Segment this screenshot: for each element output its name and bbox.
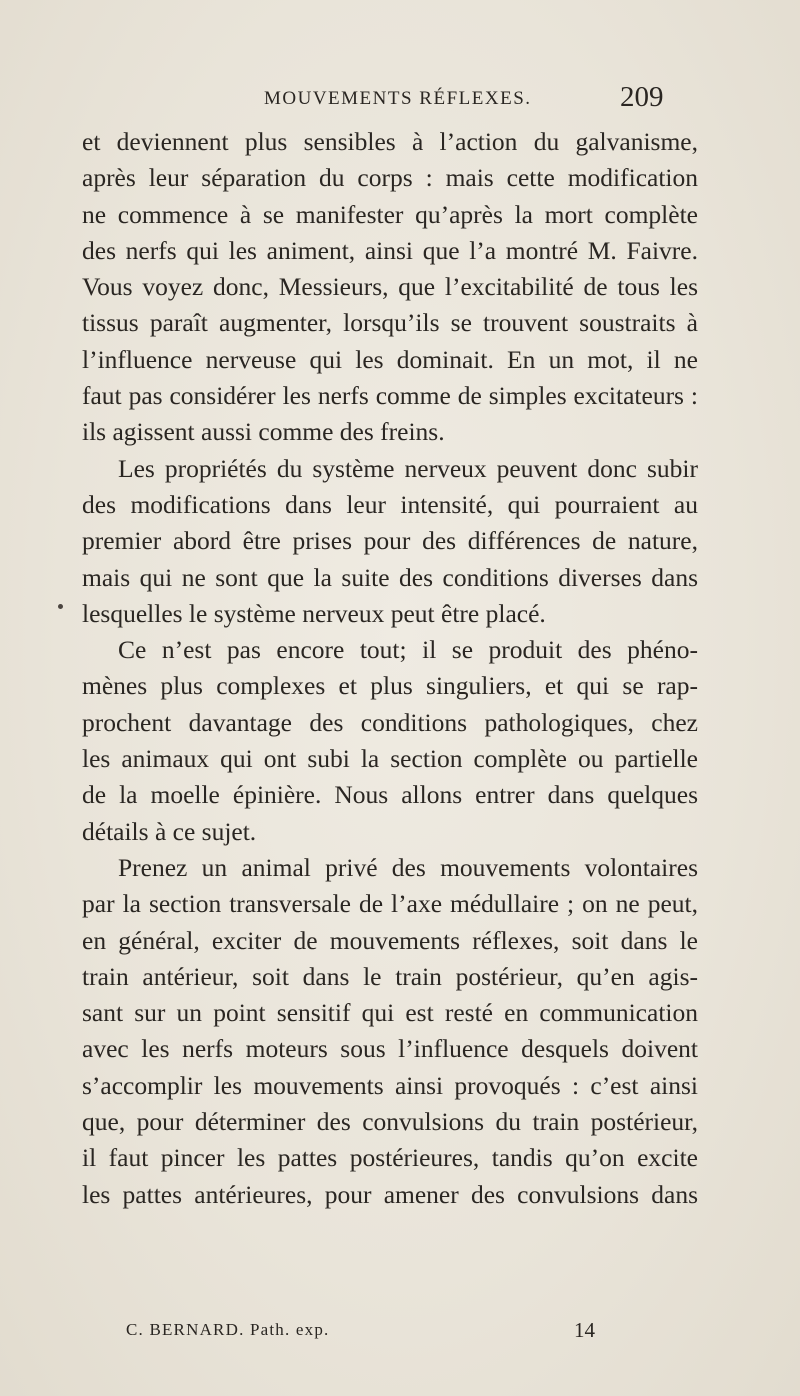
text-line: après leur séparation du corps : mais cette modification — [82, 163, 698, 193]
text-line: s’accomplir les mouvements ainsi provoqués : c’est ainsi — [82, 1070, 698, 1100]
text-line: de la moelle épinière. Nous allons entrer dans quelques — [82, 780, 698, 810]
text-line: que, pour déterminer des convulsions du train postérieur, — [82, 1107, 698, 1137]
running-head: MOUVEMENTS RÉFLEXES. — [264, 88, 532, 109]
text-line: il faut pincer les pattes postérieures, tandis qu’on excite — [82, 1143, 698, 1173]
text-line: et deviennent plus sensibles à l’action du galvanisme, — [82, 127, 698, 156]
text-line: ils agissent aussi comme des freins. — [82, 417, 445, 447]
text-line: tissus paraît augmenter, lorsqu’ils se trouvent soustraits à — [82, 308, 698, 338]
text-line: lesquelles le système nerveux peut être placé. — [82, 598, 546, 628]
page-footer — [126, 1320, 626, 1350]
text-line: des nerfs qui les animent, ainsi que l’a montré M. Faivre. — [82, 235, 698, 265]
text-line: les pattes antérieures, pour amener des convulsions dans — [82, 1179, 698, 1209]
text-line: avec les nerfs moteurs sous l’influence desquels doivent — [82, 1034, 698, 1064]
text-line: mais qui ne sont que la suite des conditions diverses dans — [82, 562, 698, 592]
page-header — [0, 81, 800, 118]
text-line: l’influence nerveuse qui les dominait. En un mot, il ne — [82, 344, 698, 374]
text-line: en général, exciter de mouvements réflexes, soit dans le — [82, 925, 698, 955]
text-line: mènes plus complexes et plus singuliers, et qui se rap- — [82, 671, 698, 701]
text-line: Vous voyez donc, Messieurs, que l’excitabilité de tous les — [82, 272, 698, 302]
page-number: 209 — [620, 81, 664, 113]
text-line: des modifications dans leur intensité, qui pourraient au — [82, 489, 698, 519]
signature-author: C. BERNARD. Path. exp. — [126, 1320, 330, 1339]
text-line: Les propriétés du système nerveux peuvent donc subir — [118, 453, 698, 483]
text-line: par la section transversale de l’axe médullaire ; on ne peut, — [82, 889, 698, 919]
text-line: faut pas considérer les nerfs comme de simples excitateurs : — [82, 381, 698, 411]
text-line: train antérieur, soit dans le train postérieur, qu’en agis- — [82, 961, 698, 991]
text-line: Ce n’est pas encore tout; il se produit des phéno- — [118, 635, 698, 665]
text-line: sant sur un point sensitif qui est resté en communication — [82, 998, 698, 1028]
body-text — [82, 124, 698, 1213]
text-line: les animaux qui ont subi la section complète ou partielle — [82, 744, 698, 774]
text-line: ne commence à se manifester qu’après la mort complète — [82, 199, 698, 229]
margin-speck — [58, 604, 63, 609]
signature-mark: 14 — [574, 1318, 595, 1342]
text-line: détails à ce sujet. — [82, 816, 257, 846]
text-line: prochent davantage des conditions pathologiques, chez — [82, 707, 698, 737]
text-line: Prenez un animal privé des mouvements volontaires — [118, 852, 698, 882]
text-line: premier abord être prises pour des différences de nature, — [82, 526, 698, 556]
